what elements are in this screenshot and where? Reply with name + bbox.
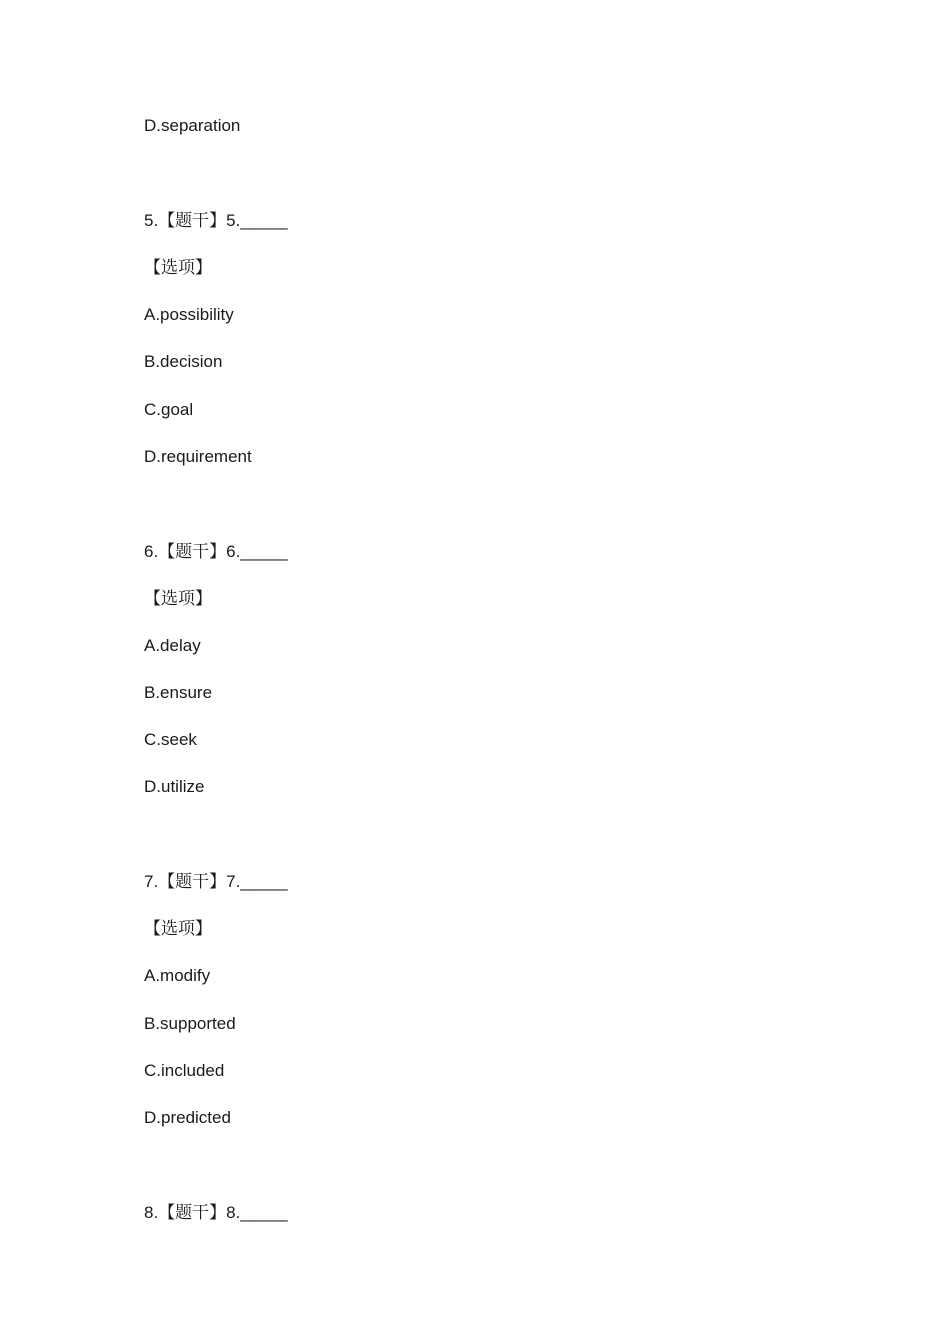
- option-d-q6: D.utilize: [144, 777, 205, 796]
- option-c-q5: C.goal: [144, 400, 194, 419]
- options-label-q6: 【选项】: [144, 589, 212, 608]
- option-b-q5: B.decision: [144, 352, 223, 371]
- option-b-q6: B.ensure: [144, 683, 213, 702]
- option-c-q7: C.included: [144, 1061, 225, 1080]
- option-c-q6: C.seek: [144, 730, 197, 749]
- option-a-q6: A.delay: [144, 636, 201, 655]
- options-label-q7: 【选项】: [144, 919, 212, 938]
- option-d-q4: D.separation: [144, 116, 241, 135]
- option-d-q5: D.requirement: [144, 447, 252, 466]
- question-8-stem: 8.【题干】8._____: [144, 1203, 288, 1222]
- option-a-q7: A.modify: [144, 966, 211, 985]
- options-label-q5: 【选项】: [144, 258, 212, 277]
- option-d-q7: D.predicted: [144, 1108, 231, 1127]
- option-b-q7: B.supported: [144, 1014, 236, 1033]
- question-7-stem: 7.【题干】7._____: [144, 872, 288, 891]
- question-5-stem: 5.【题干】5._____: [144, 211, 288, 230]
- option-a-q5: A.possibility: [144, 305, 234, 324]
- question-6-stem: 6.【题干】6._____: [144, 542, 288, 561]
